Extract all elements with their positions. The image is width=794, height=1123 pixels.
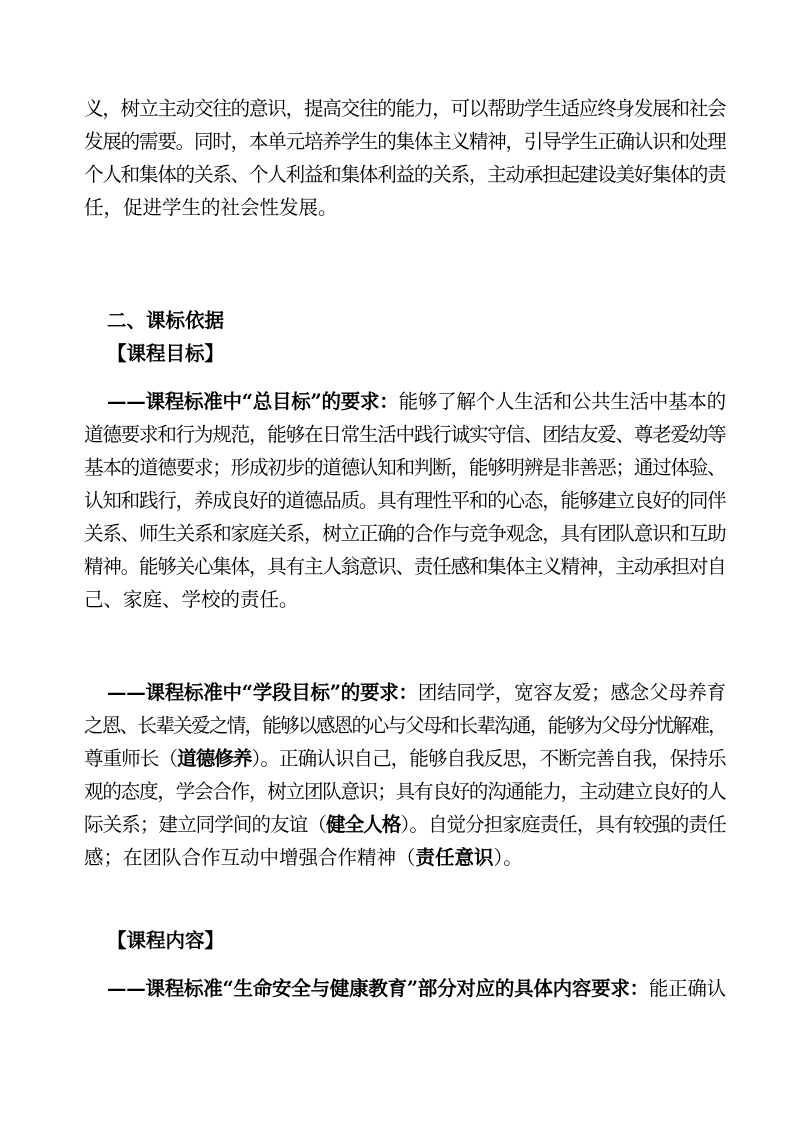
text-run: 尊重师长（ [84, 747, 178, 770]
bold-text: 【课程目标】 [107, 342, 225, 365]
text-line [84, 585, 726, 615]
text-run: 能够了解个人生活和公共生活中基本的 [398, 390, 726, 413]
text-run: 任，促进学生的社会性发展。 [84, 196, 338, 219]
text-run: 能正确认 [648, 977, 726, 1000]
text-run: 精神。能够关心集体，具有主人翁意识、责任感和集体主义精神，主动承担对自 [84, 555, 726, 578]
text-run: 己、家庭、学校的责任。 [84, 588, 299, 611]
bold-text: 健全人格 [326, 813, 401, 836]
text-run: 关系、师生关系和家庭关系，树立正确的合作与竞争观念，具有团队意识和互助 [84, 522, 726, 545]
bold-text: ——课程标准中“总目标”的要求： [107, 390, 399, 413]
text-run: ）。正确认识自己，能够自我反思，不断完善自我，保持乐 [251, 747, 726, 770]
bold-text: ——课程标准“生命安全与健康教育”部分对应的具体内容要求： [107, 977, 649, 1000]
text-run: 感；在团队合作互动中增强合作精神（ [84, 846, 416, 869]
text-run: 观的态度，学会合作，树立团队意识；具有良好的沟通能力，主动建立良好的人 [84, 780, 726, 803]
text-run: 个人和集体的关系、个人利益和集体利益的关系，主动承担起建设美好集体的责 [84, 163, 726, 186]
text-line [84, 160, 726, 190]
text-run: ）。 [493, 846, 523, 869]
text-line [84, 453, 726, 483]
bold-text: 【课程内容】 [107, 929, 225, 952]
text-line [107, 974, 726, 1004]
text-line [84, 744, 726, 774]
text-run: 团结同学，宽容友爱；感念父母养育 [417, 681, 726, 704]
text-line [84, 552, 726, 582]
bold-text: 责任意识 [415, 846, 494, 869]
text-line [84, 486, 726, 516]
text-line [84, 810, 726, 840]
text-line [107, 306, 726, 336]
text-line [84, 94, 726, 124]
text-line [84, 420, 726, 450]
text-run: 义，树立主动交往的意识，提高交往的能力，可以帮助学生适应终身发展和社会 [84, 97, 726, 120]
text-run: 认知和践行，养成良好的道德品质。具有理性平和的心态，能够建立良好的同伴 [84, 489, 726, 512]
bold-text: 二、课标依据 [107, 309, 225, 332]
text-line [107, 678, 726, 708]
text-line [84, 843, 726, 873]
text-line [84, 711, 726, 741]
text-line [84, 127, 726, 157]
text-line [84, 193, 726, 223]
text-line [107, 926, 726, 956]
text-run: 道德要求和行为规范，能够在日常生活中践行诚实守信、团结友爱、尊老爱幼等 [84, 423, 726, 446]
text-line [107, 387, 726, 417]
text-run: 发展的需要。同时，本单元培养学生的集体主义精神，引导学生正确认识和处理 [84, 130, 726, 153]
text-run: 际关系；建立同学间的友谊（ [84, 813, 326, 836]
text-line [84, 777, 726, 807]
bold-text: ——课程标准中“学段目标”的要求： [107, 681, 418, 704]
text-line [84, 519, 726, 549]
text-run: 之恩、长辈关爱之情，能够以感恩的心与父母和长辈沟通，能够为父母分忧解难， [84, 714, 726, 737]
text-run: ）。自觉分担家庭责任，具有较强的责任 [400, 813, 726, 836]
bold-text: 道德修养 [177, 747, 252, 770]
text-line [107, 339, 726, 369]
text-run: 基本的道德要求；形成初步的道德认知和判断，能够明辨是非善恶；通过体验、 [84, 456, 726, 479]
